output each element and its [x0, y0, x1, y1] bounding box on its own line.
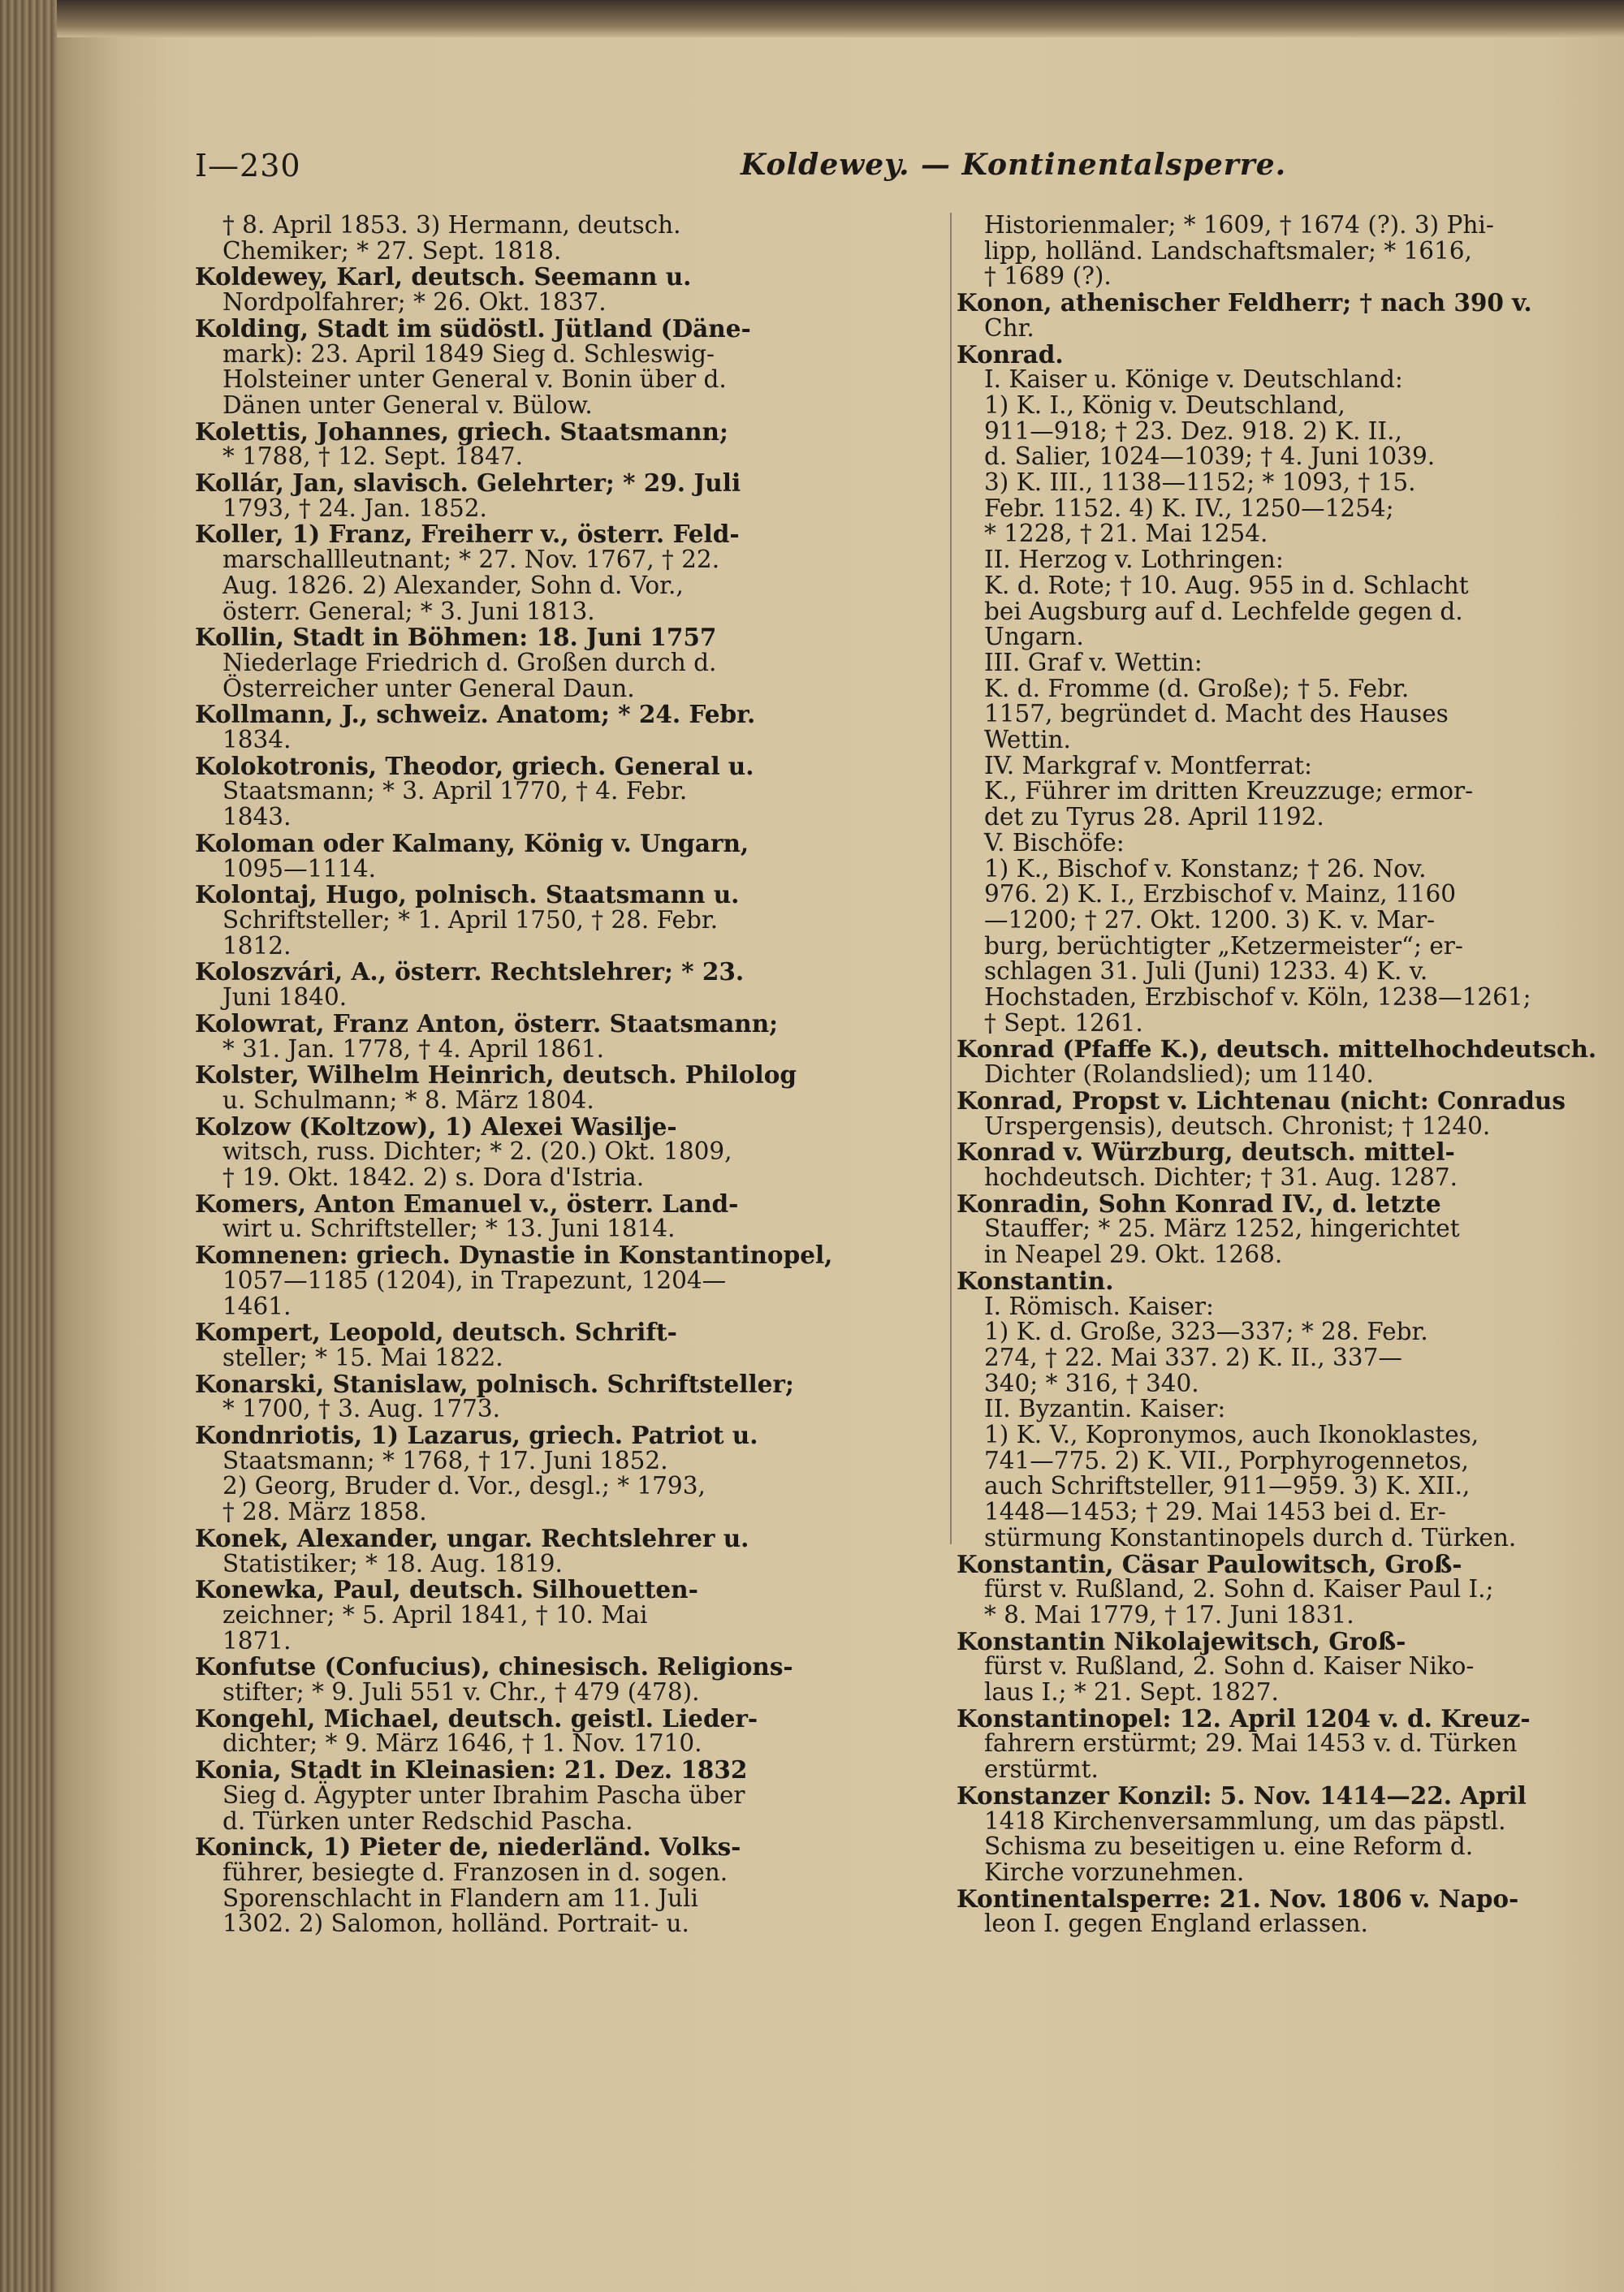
text-line: Konradin, Sohn Konrad IV., d. letzte — [957, 1189, 1441, 1218]
text-line: * 8. Mai 1779, † 17. Juni 1831. — [984, 1600, 1354, 1629]
text-line: Konarski, Stanislaw, polnisch. Schriftsteller; — [195, 1369, 794, 1398]
text-line: Historienmaler; * 1609, † 1674 (?). 3) Phi- — [984, 211, 1494, 239]
text-line: det zu Tyrus 28. April 1192. — [984, 803, 1324, 831]
text-line: Konia, Stadt in Kleinasien: 21. Dez. 1832 — [195, 1755, 748, 1785]
text-line: † 28. März 1858. — [222, 1498, 427, 1526]
text-line: Kondnriotis, 1) Lazarus, griech. Patriot u. — [195, 1421, 758, 1450]
text-line: wirt u. Schriftsteller; * 13. Juni 1814. — [222, 1215, 676, 1243]
text-line: u. Schulmann; * 8. März 1804. — [222, 1086, 594, 1114]
text-line: Österreicher unter General Daun. — [222, 674, 635, 702]
text-line: Aug. 1826. 2) Alexander, Sohn d. Vor., — [222, 571, 684, 599]
text-line: Wettin. — [984, 726, 1071, 754]
text-line: erstürmt. — [984, 1755, 1099, 1784]
text-line: Chemiker; * 27. Sept. 1818. — [222, 236, 562, 265]
text-line: Koloman oder Kalmany, König v. Ungarn, — [195, 828, 749, 857]
text-line: Komers, Anton Emanuel v., österr. Land- — [195, 1189, 739, 1218]
text-line: III. Graf v. Wettin: — [984, 648, 1203, 676]
text-line: K. d. Fromme (d. Große); † 5. Febr. — [984, 674, 1410, 702]
text-line: * 1700, † 3. Aug. 1773. — [222, 1395, 501, 1423]
text-line: II. Herzog v. Lothringen: — [984, 546, 1284, 574]
text-line: Stauffer; * 25. März 1252, hingerichtet — [984, 1215, 1460, 1243]
text-line: burg, berüchtigter „Ketzermeister“; er- — [984, 931, 1463, 960]
text-line: Hochstaden, Erzbischof v. Köln, 1238—1261; — [984, 983, 1531, 1012]
text-line: 1461. — [222, 1292, 292, 1320]
text-line: Konstantin Nikolajewitsch, Groß- — [957, 1626, 1406, 1655]
text-line: stifter; * 9. Juli 551 v. Chr., † 479 (478). — [222, 1678, 700, 1707]
text-line: Konrad v. Würzburg, deutsch. mittel- — [957, 1137, 1455, 1167]
text-line: in Neapel 29. Okt. 1268. — [984, 1241, 1283, 1269]
book-binding — [0, 0, 57, 2292]
text-line: 976. 2) K. I., Erzbischof v. Mainz, 1160 — [984, 880, 1457, 909]
text-line: hochdeutsch. Dichter; † 31. Aug. 1287. — [984, 1163, 1458, 1192]
text-line: K., Führer im dritten Kreuzzuge; ermor- — [984, 777, 1474, 805]
text-line: 1157, begründet d. Macht des Hauses — [984, 700, 1449, 728]
text-line: † 1689 (?). — [984, 262, 1112, 291]
text-line: Febr. 1152. 4) K. IV., 1250—1254; — [984, 494, 1394, 522]
text-line: Kongehl, Michael, deutsch. geistl. Lieder- — [195, 1703, 758, 1733]
text-line: bei Augsburg auf d. Lechfelde gegen d. — [984, 597, 1463, 625]
text-line: Konstantinopel: 12. April 1204 v. d. Kreuz- — [957, 1703, 1531, 1733]
text-line: 1) K. d. Große, 323—337; * 28. Febr. — [984, 1318, 1428, 1346]
text-line: stürmung Konstantinopels durch d. Türken. — [984, 1523, 1517, 1552]
text-line: * 1788, † 12. Sept. 1847. — [222, 442, 523, 471]
text-line: Kontinentalsperre: 21. Nov. 1806 v. Napo- — [957, 1884, 1519, 1913]
text-line: Kolontaj, Hugo, polnisch. Staatsmann u. — [195, 880, 740, 909]
text-line: Kolding, Stadt im südöstl. Jütland (Däne- — [195, 313, 751, 343]
text-line: 911—918; † 23. Dez. 918. 2) K. II., — [984, 417, 1402, 445]
text-line: Niederlage Friedrich d. Großen durch d. — [222, 648, 717, 676]
text-line: dichter; * 9. März 1646, † 1. Nov. 1710. — [222, 1729, 702, 1758]
text-line: I. Kaiser u. Könige v. Deutschland: — [984, 365, 1403, 394]
right-column — [957, 213, 1596, 1937]
text-line: Kollmann, J., schweiz. Anatom; * 24. Febr. — [195, 700, 756, 729]
text-line: V. Bischöfe: — [984, 828, 1125, 857]
text-line: Konon, athenischer Feldherr; † nach 390 v. — [957, 288, 1532, 317]
page-number: I—230 — [195, 148, 301, 183]
text-line: Juni 1840. — [222, 983, 348, 1012]
text-line: führer, besiegte d. Franzosen in d. sogen. — [222, 1858, 728, 1886]
text-line: Kirche vorzunehmen. — [984, 1858, 1245, 1886]
text-line: leon I. gegen England erlassen. — [984, 1910, 1368, 1938]
text-line: fahrern erstürmt; 29. Mai 1453 v. d. Türken — [984, 1729, 1518, 1758]
text-line: Ungarn. — [984, 623, 1084, 651]
text-line: Kollin, Stadt in Böhmen: 18. Juni 1757 — [195, 623, 717, 652]
text-line: Koninck, 1) Pieter de, niederländ. Volks- — [195, 1832, 741, 1862]
text-line: * 31. Jan. 1778, † 4. April 1861. — [222, 1034, 605, 1063]
text-line: Schriftsteller; * 1. April 1750, † 28. Febr. — [222, 905, 719, 934]
text-line: Holsteiner unter General v. Bonin über d. — [222, 365, 727, 394]
text-line: Urspergensis), deutsch. Chronist; † 1240. — [984, 1111, 1491, 1140]
text-line: 1) K. V., Kopronymos, auch Ikonoklastes, — [984, 1421, 1479, 1449]
text-line: Nordpolfahrer; * 26. Okt. 1837. — [222, 288, 607, 317]
text-line: Konfutse (Confucius), chinesisch. Religions- — [195, 1652, 793, 1681]
text-line: Dichter (Rolandslied); um 1140. — [984, 1060, 1374, 1089]
text-line: witsch, russ. Dichter; * 2. (20.) Okt. 1809, — [222, 1137, 732, 1166]
text-line: steller; * 15. Mai 1822. — [222, 1343, 503, 1371]
page-top-edge — [57, 0, 1624, 37]
text-line: schlagen 31. Juli (Juni) 1233. 4) K. v. — [984, 957, 1428, 986]
text-line: Koller, 1) Franz, Freiherr v., österr. Feld- — [195, 520, 740, 549]
text-line: d. Türken unter Redschid Pascha. — [222, 1806, 633, 1835]
text-line: 1834. — [222, 726, 292, 754]
text-line: Konrad, Propst v. Lichtenau (nicht: Conradus — [957, 1086, 1566, 1115]
text-line: Chr. — [984, 313, 1034, 342]
text-line: 1871. — [222, 1626, 292, 1655]
text-line: österr. General; * 3. Juni 1813. — [222, 597, 595, 625]
text-line: 1843. — [222, 803, 292, 831]
text-line: 1812. — [222, 931, 292, 960]
text-line: II. Byzantin. Kaiser: — [984, 1395, 1226, 1423]
text-line: 1095—1114. — [222, 854, 377, 883]
text-line: Konrad (Pfaffe K.), deutsch. mittelhochdeutsch. — [957, 1034, 1597, 1063]
text-line: Statistiker; * 18. Aug. 1819. — [222, 1549, 563, 1578]
text-line: 1057—1185 (1204), in Trapezunt, 1204— — [222, 1266, 727, 1294]
text-line: d. Salier, 1024—1039; † 4. Juni 1039. — [984, 442, 1436, 471]
text-line: lipp, holländ. Landschaftsmaler; * 1616, — [984, 236, 1472, 265]
text-line: Sporenschlacht in Flandern am 11. Juli — [222, 1884, 698, 1912]
text-line: Staatsmann; * 1768, † 17. Juni 1852. — [222, 1446, 668, 1474]
text-line: Kolettis, Johannes, griech. Staatsmann; — [195, 417, 728, 446]
text-line: † 8. April 1853. 3) Hermann, deutsch. — [222, 211, 681, 239]
text-line: 1793, † 24. Jan. 1852. — [222, 494, 487, 522]
text-line: 1) K., Bischof v. Konstanz; † 26. Nov. — [984, 854, 1427, 883]
text-line: 1302. 2) Salomon, holländ. Portrait- u. — [222, 1910, 689, 1938]
text-line: Kollár, Jan, slavisch. Gelehrter; * 29. Juli — [195, 468, 741, 498]
text-line: Komnenen: griech. Dynastie in Konstantinopel, — [195, 1241, 833, 1270]
text-line: Staatsmann; * 3. April 1770, † 4. Febr. — [222, 777, 688, 805]
text-line: IV. Markgraf v. Montferrat: — [984, 751, 1312, 779]
text-line: Konrad. — [957, 339, 1064, 369]
text-line: Schisma zu beseitigen u. eine Reform d. — [984, 1832, 1474, 1861]
column-divider — [950, 213, 952, 1544]
text-line: Sieg d. Ägypter unter Ibrahim Pascha über — [222, 1781, 745, 1809]
text-line: 1448—1453; † 29. Mai 1453 bei d. Er- — [984, 1498, 1446, 1526]
text-line: 2) Georg, Bruder d. Vor., desgl.; * 1793, — [222, 1472, 706, 1500]
text-line: Kolowrat, Franz Anton, österr. Staatsmann; — [195, 1008, 779, 1038]
text-line: Kompert, Leopold, deutsch. Schrift- — [195, 1318, 677, 1347]
text-line: Kolokotronis, Theodor, griech. General u. — [195, 751, 754, 780]
text-line: 3) K. III., 1138—1152; * 1093, † 15. — [984, 468, 1416, 497]
text-line: laus I.; * 21. Sept. 1827. — [984, 1678, 1279, 1707]
text-line: Konstantin, Cäsar Paulowitsch, Groß- — [957, 1549, 1462, 1578]
text-line: Koloszvári, A., österr. Rechtslehrer; * 23. — [195, 957, 745, 986]
text-line: 340; * 316, † 340. — [984, 1369, 1199, 1397]
text-line: Konstanzer Konzil: 5. Nov. 1414—22. April — [957, 1781, 1527, 1810]
left-column — [195, 213, 935, 1937]
text-line: Dänen unter General v. Bülow. — [222, 391, 593, 419]
text-line: Koldewey, Karl, deutsch. Seemann u. — [195, 262, 692, 291]
text-line: K. d. Rote; † 10. Aug. 955 in d. Schlacht — [984, 571, 1469, 599]
text-line: mark): 23. April 1849 Sieg d. Schleswig- — [222, 339, 715, 368]
text-line: auch Schriftsteller, 911—959. 3) K. XII., — [984, 1472, 1471, 1500]
text-line: 741—775. 2) K. VII., Porphyrogennetos, — [984, 1446, 1469, 1474]
text-line: Konstantin. — [957, 1266, 1114, 1295]
text-line: † Sept. 1261. — [984, 1008, 1143, 1037]
text-line: —1200; † 27. Okt. 1200. 3) K. v. Mar- — [984, 905, 1436, 934]
text-line: I. Römisch. Kaiser: — [984, 1292, 1214, 1320]
text-line: 1) K. I., König v. Deutschland, — [984, 391, 1345, 419]
text-line: Konewka, Paul, deutsch. Silhouetten- — [195, 1575, 698, 1604]
text-line: marschallleutnant; * 27. Nov. 1767, † 22. — [222, 546, 720, 574]
text-line: * 1228, † 21. Mai 1254. — [984, 520, 1268, 548]
running-title: Koldewey. — Kontinentalsperre. — [741, 148, 1287, 182]
text-line: zeichner; * 5. April 1841, † 10. Mai — [222, 1600, 648, 1629]
text-line: 274, † 22. Mai 337. 2) K. II., 337— — [984, 1343, 1402, 1371]
text-line: fürst v. Rußland, 2. Sohn d. Kaiser Paul I.; — [984, 1575, 1494, 1604]
text-line: fürst v. Rußland, 2. Sohn d. Kaiser Niko- — [984, 1652, 1475, 1681]
text-line: Konek, Alexander, ungar. Rechtslehrer u. — [195, 1523, 749, 1552]
text-line: 1418 Kirchenversammlung, um das päpstl. — [984, 1806, 1506, 1835]
text-line: Kolster, Wilhelm Heinrich, deutsch. Philolog — [195, 1060, 797, 1090]
text-line: Kolzow (Koltzow), 1) Alexei Wasilje- — [195, 1111, 677, 1141]
text-line: † 19. Okt. 1842. 2) s. Dora d'Istria. — [222, 1163, 645, 1192]
